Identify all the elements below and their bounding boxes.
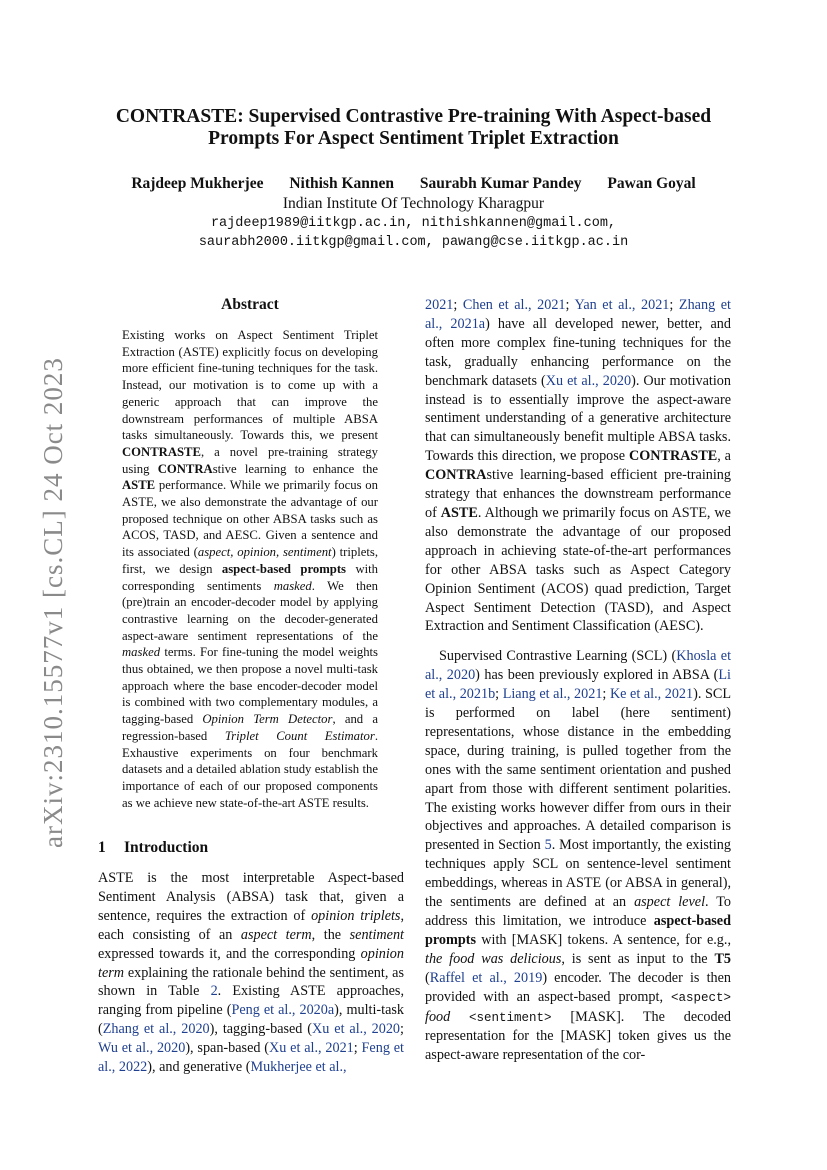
- table-ref[interactable]: 2: [210, 983, 218, 1000]
- citation-link[interactable]: Zhang et al., 2020: [102, 1021, 210, 1038]
- section-title: Introduction: [124, 839, 209, 856]
- abstract-body: Existing works on Aspect Sentiment Triplet Extraction (ASTE) explicitly focus on developing more efficient fine-tuning techniques for the task. Instead, our motivation is to come up with a generic approach that can improve the downstream performances of multiple ABSA tasks simultaneously. Towards this, we present CONTRASTE, a novel pre-training strategy using CONTRAstive learning to enhance the ASTE performance. While we primarily focus on ASTE, we also demonstrate the advantage of our proposed technique on other ABSA tasks such as ACOS, TASD, and AESC. Given a sentence and its associated (aspect, opinion, sentiment) triplets, first, we design aspect-based prompts with corresponding sentiments masked. We then (pre)train an encoder-decoder model by applying contrastive learning on the decoder-generated aspect-aware sentiment representations of the masked terms. For fine-tuning the model weights thus obtained, we then propose a novel multi-task approach where the base encoder-decoder model is combined with two complementary modules, a tagging-based Opinion Term Detector, and a regression-based Triplet Count Estimator. Exhaustive experiments on four benchmark datasets and a detailed ablation study establish the importance of each of our proposed components as we achieve new state-of-the-art ASTE results.: [122, 328, 379, 810]
- citation-link[interactable]: Xu et al., 2020: [545, 372, 632, 389]
- email-line-2: saurabh2000.iitkgp@gmail.com, pawang@cse.iitkgp.ac.in: [198, 235, 629, 250]
- author-3: Saurabh Kumar Pandey: [419, 175, 582, 192]
- intro-paragraph-1: ASTE is the most interpretable Aspect-based Sentiment Analysis (ABSA) task that, given a sentence, requires the extraction of opinion triplets, each consisting of an aspect term, the sentiment expressed towards it, and the corresponding opinion term explaining the rationale behind the sentiment, as shown in Table 2. Existing ASTE approaches, ranging from pipeline (Peng et al., 2020a), multi-task (Zhang et al., 2020), tagging-based (Xu et al., 2020; Wu et al., 2020), span-based (Xu et al., 2021; Feng et al., 2022), and generative (Mukherjee et al.,: [98, 870, 405, 1076]
- citation-link[interactable]: Xu et al., 2020: [312, 1021, 401, 1038]
- citation-link[interactable]: Zhang et al., 2021a: [425, 297, 731, 332]
- citation-link[interactable]: Xu et al., 2021: [269, 1040, 354, 1057]
- author-1: Rajdeep Mukherjee: [131, 175, 264, 192]
- author-emails: [80, 214, 747, 252]
- intro-paragraph-1-cont: 2021; Chen et al., 2021; Yan et al., 2021; Zhang et al., 2021a) have all developed newer, better, and often more complex fine-tuning techniques for the task, gradually enhancing performance on the benchmark datasets (Xu et al., 2020). Our motivation instead is to essentially improve the aspect-aware sentiment understanding of a generative architecture that can simultaneously benefit multiple ABSA tasks. Towards this direction, we propose CONTRASTE, a CONTRAstive learning-based efficient pre-training strategy that enhances the downstream performance of ASTE. Although we primarily focus on ASTE, we also demonstrate the advantage of our proposed approach in achieving state-of-the-art performances for other ABSA tasks such as Aspect Category Opinion Sentiment (ACOS) quad prediction, Target Aspect Sentiment Detection (TASD), and Aspect Extraction and Sentiment Classification (AESC).: [425, 297, 731, 635]
- paper-title: [80, 106, 747, 150]
- author-2: Nithish Kannen: [289, 175, 395, 192]
- section-heading: [98, 839, 208, 857]
- right-column: [425, 296, 731, 1065]
- intro-paragraph-2: Supervised Contrastive Learning (SCL) (Khosla et al., 2020) has been previously explored in ABSA (Li et al., 2021b; Liang et al., 2021; Ke et al., 2021). SCL is performed on label (here sentiment) representations, whose distance in the embedding space, during training, is pulled together from the ones with the same sentiment orientation and pushed apart from those with different sentiment polarities. The existing works however differ from ours in their objectives and approaches. A detailed comparison is presented in Section 5. Most importantly, the existing techniques apply SCL on sentence-level sentiment embeddings, whereas in ASTE (or ABSA in general), the sentiments are defined at an aspect level. To address this limitation, we introduce aspect-based prompts with [MASK] tokens. A sentence, for e.g., the food was delicious, is sent as input to the T5 (Raffel et al., 2019) encoder. The decoder is then provided with an aspect-based prompt, <aspect> food <sentiment> [MASK]. The decoded representation for the [MASK] token gives us the aspect-aware representation of the cor-: [425, 648, 732, 1064]
- citation-link[interactable]: Khosla et al., 2020: [425, 648, 732, 684]
- arxiv-identifier-text: arXiv:2310.15577v1 [cs.CL] 24 Oct 2023: [38, 357, 68, 848]
- citation-link[interactable]: Li et al., 2021b: [425, 667, 731, 703]
- abstract-heading: Abstract: [221, 296, 279, 313]
- citation-link[interactable]: Raffel et al., 2019: [429, 969, 543, 986]
- citation-link[interactable]: Mukherjee et al.,: [250, 1059, 347, 1076]
- citation-link[interactable]: Yan et al., 2021: [574, 297, 670, 313]
- affiliation: Indian Institute Of Technology Kharagpur: [282, 195, 545, 212]
- citation-link[interactable]: Ke et al., 2021: [609, 686, 694, 703]
- section-ref[interactable]: 5: [544, 837, 552, 854]
- title-line-2: Prompts For Aspect Sentiment Triplet Extraction: [208, 128, 619, 149]
- citation-link[interactable]: 2021: [425, 297, 454, 313]
- title-line-1: CONTRASTE: Supervised Contrastive Pre-training With Aspect-based: [115, 106, 712, 127]
- email-line-1: rajdeep1989@iitkgp.ac.in, nithishkannen@gmail.com,: [210, 216, 617, 231]
- arxiv-identifier: [18, 357, 68, 848]
- citation-link[interactable]: Wu et al., 2020: [98, 1040, 186, 1057]
- author-list: [80, 175, 747, 193]
- citation-link[interactable]: Liang et al., 2021: [502, 686, 603, 703]
- citation-link[interactable]: Peng et al., 2020a: [231, 1002, 335, 1019]
- citation-link[interactable]: Chen et al., 2021: [462, 297, 566, 313]
- author-4: Pawan Goyal: [607, 175, 696, 192]
- citation-link[interactable]: Feng et al., 2022: [98, 1040, 404, 1076]
- section-number: 1: [98, 839, 106, 856]
